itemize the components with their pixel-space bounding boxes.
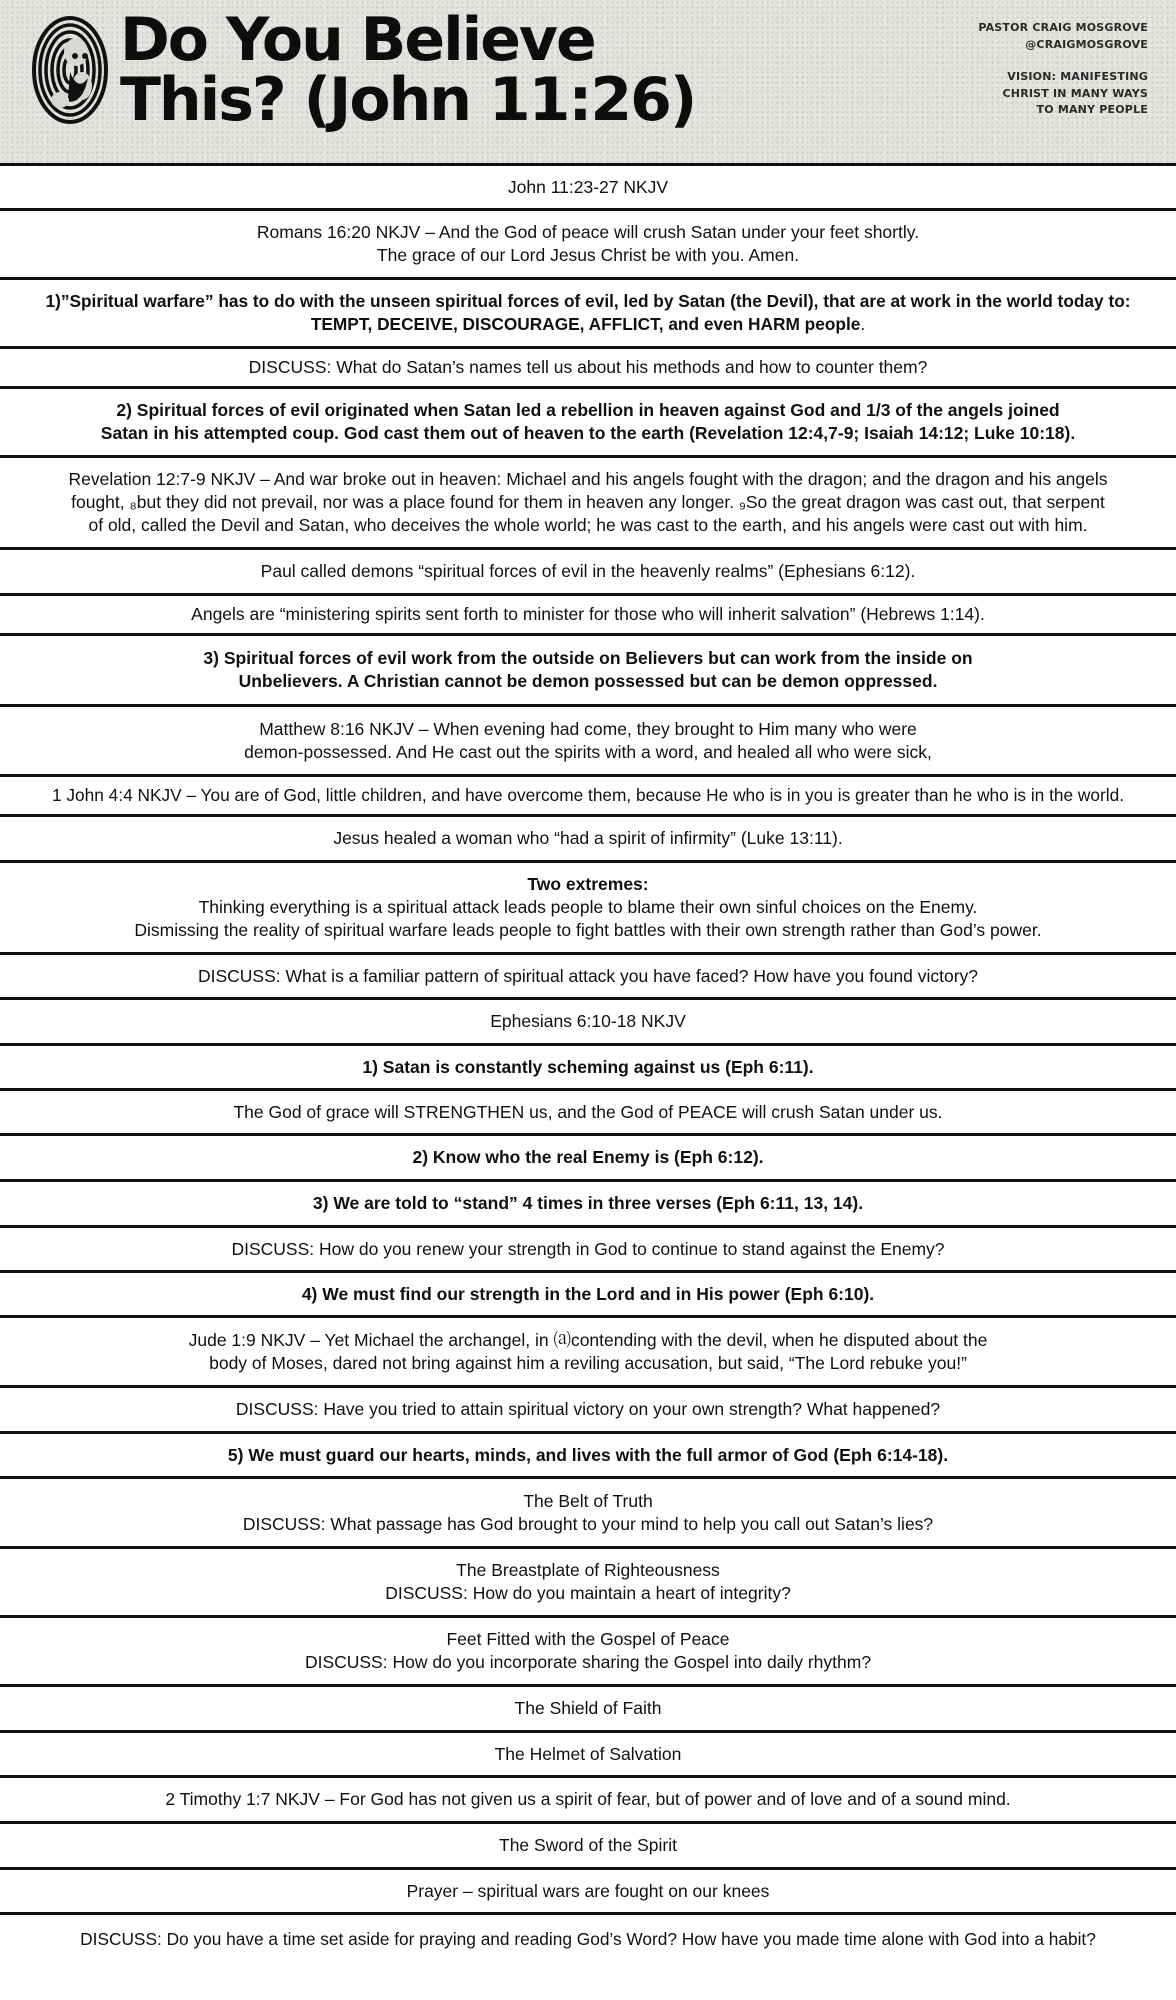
row-armor-belt: The Belt of Truth DISCUSS: What passage has God brought to your mind to help you call out Satan’s lies?	[0, 1479, 1176, 1549]
row-point-3: 3) We are told to “stand” 4 times in three verses (Eph 6:11, 13, 14).	[0, 1182, 1176, 1228]
page-title	[120, 5, 696, 135]
row-point-1: 1)”Spiritual warfare” has to do with the unseen spiritual forces of evil, led by Satan (the Devil), that are at work in the world today to: TEMPT, DECEIVE, DISCOURAGE, AFFLICT, and even HARM people.	[0, 280, 1176, 349]
vision-line-3: TO MANY PEOPLE	[1036, 103, 1148, 116]
row-armor-breastplate: The Breastplate of Righteousness DISCUSS: How do you maintain a heart of integrity?	[0, 1549, 1176, 1618]
outline-table	[0, 163, 1176, 1963]
row-scripture-reference: Ephesians 6:10-18 NKJV	[0, 1000, 1176, 1046]
row-point-5: 5) We must guard our hearts, minds, and lives with the full armor of God (Eph 6:14-18).	[0, 1434, 1176, 1479]
title-line-1: Do You Believe	[120, 5, 595, 75]
row-scripture-romans: Romans 16:20 NKJV – And the God of peace will crush Satan under your feet shortly. The grace of our Lord Jesus Christ be with you. Amen.	[0, 211, 1176, 280]
vision-line-2: CHRIST IN MANY WAYS	[1002, 86, 1148, 100]
row-armor-shield: The Shield of Faith	[0, 1687, 1176, 1733]
row-point-3: 3) Spiritual forces of evil work from the outside on Believers but can work from the inside on Unbelievers. A Christian cannot be demon possessed but can be demon oppressed.	[0, 636, 1176, 707]
row-point-2: 2) Know who the real Enemy is (Eph 6:12).	[0, 1136, 1176, 1182]
row-scripture-reference: John 11:23-27 NKJV	[0, 166, 1176, 211]
row-armor-feet: Feet Fitted with the Gospel of Peace DISCUSS: How do you incorporate sharing the Gospel into daily rhythm?	[0, 1618, 1176, 1687]
row-discuss: DISCUSS: How do you renew your strength in God to continue to stand against the Enemy?	[0, 1228, 1176, 1273]
row-discuss: DISCUSS: Have you tried to attain spiritual victory on your own strength? What happened?	[0, 1388, 1176, 1434]
row-scripture-revelation: Revelation 12:7-9 NKJV – And war broke out in heaven: Michael and his angels fought with the dragon; and the dragon and his angels fought, ₈but they did not prevail, nor was a place found for them in heaven any longer. ₉So the great dragon was cast out, that serpent of old, called the Devil and Satan, who deceives the whole world; he was cast to the earth, and his angels were cast out with him.	[0, 458, 1176, 550]
row-scripture-jude: Jude 1:9 NKJV – Yet Michael the archangel, in ⒜contending with the devil, when he disputed about the body of Moses, dared not bring against him a reviling accusation, but said, “The Lord rebuke you!”	[0, 1318, 1176, 1388]
social-handle: @CRAIGMOSGROVE	[1025, 37, 1148, 51]
row-note: The God of grace will STRENGTHEN us, and the God of PEACE will crush Satan under us.	[0, 1091, 1176, 1136]
row-scripture-timothy: 2 Timothy 1:7 NKJV – For God has not given us a spirit of fear, but of power and of love and of a sound mind.	[0, 1778, 1176, 1824]
row-scripture-1-john: 1 John 4:4 NKJV – You are of God, little children, and have overcome them, because He who is in you is greater than he who is in the world.	[0, 777, 1176, 817]
row-discuss: DISCUSS: What is a familiar pattern of spiritual attack you have faced? How have you found victory?	[0, 955, 1176, 1000]
row-armor-sword: The Sword of the Spirit	[0, 1824, 1176, 1870]
row-discuss: DISCUSS: Do you have a time set aside for praying and reading God’s Word? How have you made time alone with God into a habit?	[80, 1928, 1096, 1949]
pastor-name: PASTOR CRAIG MOSGROVE	[978, 21, 1148, 34]
title-line-2: This? (John 11:26)	[120, 65, 696, 135]
row-note: Paul called demons “spiritual forces of evil in the heavenly realms” (Ephesians 6:12).	[0, 550, 1176, 596]
row-prayer: Prayer – spiritual wars are fought on our knees	[0, 1870, 1176, 1915]
page-header	[0, 0, 1176, 163]
row-note: Angels are “ministering spirits sent forth to minister for those who will inherit salvation” (Hebrews 1:14).	[0, 596, 1176, 636]
row-armor-helmet: The Helmet of Salvation	[0, 1733, 1176, 1778]
row-point-1: 1) Satan is constantly scheming against us (Eph 6:11).	[0, 1046, 1176, 1091]
row-point-2: 2) Spiritual forces of evil originated when Satan led a rebellion in heaven against God and 1/3 of the angels joined Satan in his attempted coup. God cast them out of heaven to the earth (Revelation 12:4,7-9; Isaiah 14:12; Luke 10:18).	[0, 389, 1176, 458]
row-scripture-matthew: Matthew 8:16 NKJV – When evening had come, they brought to Him many who were demon-possessed. And He cast out the spirits with a word, and healed all who were sick,	[0, 707, 1176, 777]
vision-line-1: VISION: MANIFESTING	[1007, 70, 1148, 83]
row-note: Jesus healed a woman who “had a spirit of infirmity” (Luke 13:11).	[0, 817, 1176, 863]
row-two-extremes: Two extremes: Thinking everything is a spiritual attack leads people to blame their own sinful choices on the Enemy. Dismissing the reality of spiritual warfare leads people to fight battles with their own strength rather than God’s power.	[0, 863, 1176, 955]
fingerprint-face-icon	[30, 12, 110, 128]
row-point-4: 4) We must find our strength in the Lord and in His power (Eph 6:10).	[0, 1273, 1176, 1318]
header-info	[978, 20, 1148, 119]
row-discuss: DISCUSS: What do Satan’s names tell us about his methods and how to counter them?	[0, 349, 1176, 389]
